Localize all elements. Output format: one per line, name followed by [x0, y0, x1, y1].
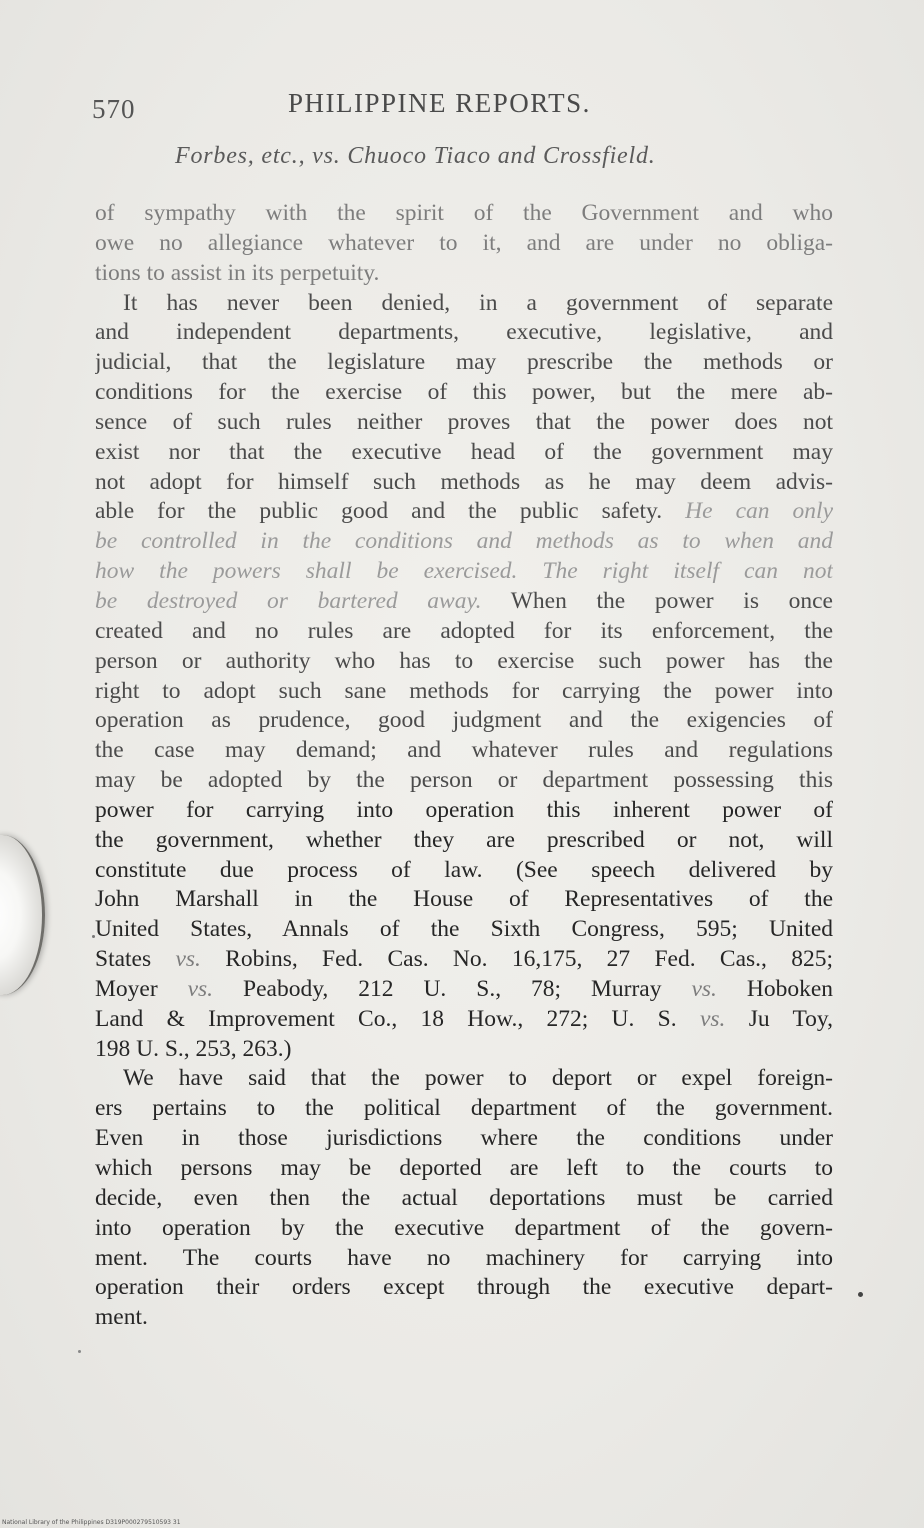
italic-vs: vs. [691, 975, 717, 1002]
italic-vs: vs. [175, 946, 201, 973]
text-line: operation as prudence, good judgment and the exigencies of [95, 707, 833, 734]
source-footer: National Library of the Philippines D319P000279510593 31 [2, 1519, 181, 1526]
text-line: of sympathy with the spirit of the Government and who [95, 200, 833, 226]
text-line: may be adopted by the person or department possessing this [95, 767, 833, 794]
page-number: 570 [92, 94, 136, 124]
text-line: and independent departments, executive, legislative, and [95, 319, 833, 346]
paragraph-start: It has never been denied, in a government of separate [123, 289, 833, 316]
text-line: constitute due process of law. (See speech delivered by [95, 856, 833, 883]
text-run: Robins, Fed. Cas. No. 16,175, 27 Fed. Cas., 825; [225, 946, 833, 973]
page-header [88, 84, 828, 124]
text-line: ment. [95, 1304, 148, 1331]
text-line: right to adopt such sane methods for carrying the power into [95, 677, 833, 704]
text-line: which persons may be deported are left to the courts to [95, 1155, 833, 1181]
text-line: operation their orders except through the executive depart- [95, 1274, 833, 1301]
text-line: created and no rules are adopted for its enforcement, the [95, 617, 833, 644]
text-run: When the power is once [510, 587, 833, 614]
running-title: PHILIPPINE REPORTS. [288, 88, 591, 118]
text-line: into operation by the executive department of the govern- [95, 1214, 833, 1241]
citation-line [95, 975, 833, 1005]
text-line [95, 497, 833, 527]
scanner-thumb-artifact [0, 835, 45, 995]
text-run: able for the public good and the public safety. [95, 498, 663, 525]
italic-run: He can only [685, 498, 833, 525]
text-line: the case may demand; and whatever rules and regulations [95, 737, 833, 764]
text-run: Land & Improvement Co., 18 How., 272; U. S. [95, 1005, 677, 1032]
ink-speck [78, 1350, 81, 1353]
text-line: power for carrying into operation this inherent power of [95, 796, 833, 823]
text-line: Even in those jurisdictions where the conditions under [95, 1125, 833, 1152]
italic-vs: vs. [699, 1005, 726, 1032]
paragraph-start: We have said that the power to deport or expel foreign- [123, 1065, 833, 1092]
citation-line [95, 945, 833, 975]
text-run: Moyer [95, 975, 158, 1002]
body-text [95, 199, 833, 1333]
italic-run: be destroyed or bartered away. [95, 587, 482, 614]
text-run: States [95, 946, 152, 973]
italic-vs: vs. [187, 975, 214, 1002]
text-line: conditions for the exercise of this power, but the mere ab- [95, 379, 833, 406]
text-line: John Marshall in the House of Representatives of the [95, 886, 833, 913]
text-line: ment. The courts have no machinery for carrying into [95, 1244, 833, 1271]
text-line: person or authority who has to exercise such power has the [95, 647, 833, 674]
text-line: ers pertains to the political department of the government. [95, 1095, 833, 1122]
citation-line [95, 1005, 833, 1035]
italic-line: be controlled in the conditions and methods as to when and [95, 528, 833, 555]
ink-speck [92, 935, 95, 938]
text-run: Hoboken [746, 975, 833, 1002]
text-line [95, 587, 833, 617]
text-line: owe no allegiance whatever to it, and are under no obliga- [95, 229, 833, 256]
text-line: decide, even then the actual deportations must be carried [95, 1184, 833, 1211]
text-line: United States, Annals of the Sixth Congress, 595; United [95, 916, 833, 943]
text-line: exist nor that the executive head of the government may [95, 438, 833, 465]
text-line: tions to assist in its perpetuity. [95, 259, 380, 286]
text-line: sence of such rules neither proves that the power does not [95, 408, 833, 435]
ink-speck [858, 1292, 863, 1297]
text-line: not adopt for himself such methods as he may deem advis- [95, 468, 833, 495]
case-title: Forbes, etc., vs. Chuoco Tiaco and Crossfield. [175, 143, 656, 169]
text-line: judicial, that the legislature may prescribe the methods or [95, 349, 833, 376]
text-run: Peabody, 212 U. S., 78; Murray [243, 975, 662, 1002]
text-line: the government, whether they are prescribed or not, will [95, 826, 833, 853]
text-run: Ju Toy, [748, 1005, 833, 1032]
text-line: 198 U. S., 253, 263.) [95, 1035, 292, 1062]
italic-line: how the powers shall be exercised. The right itself can not [95, 558, 833, 585]
